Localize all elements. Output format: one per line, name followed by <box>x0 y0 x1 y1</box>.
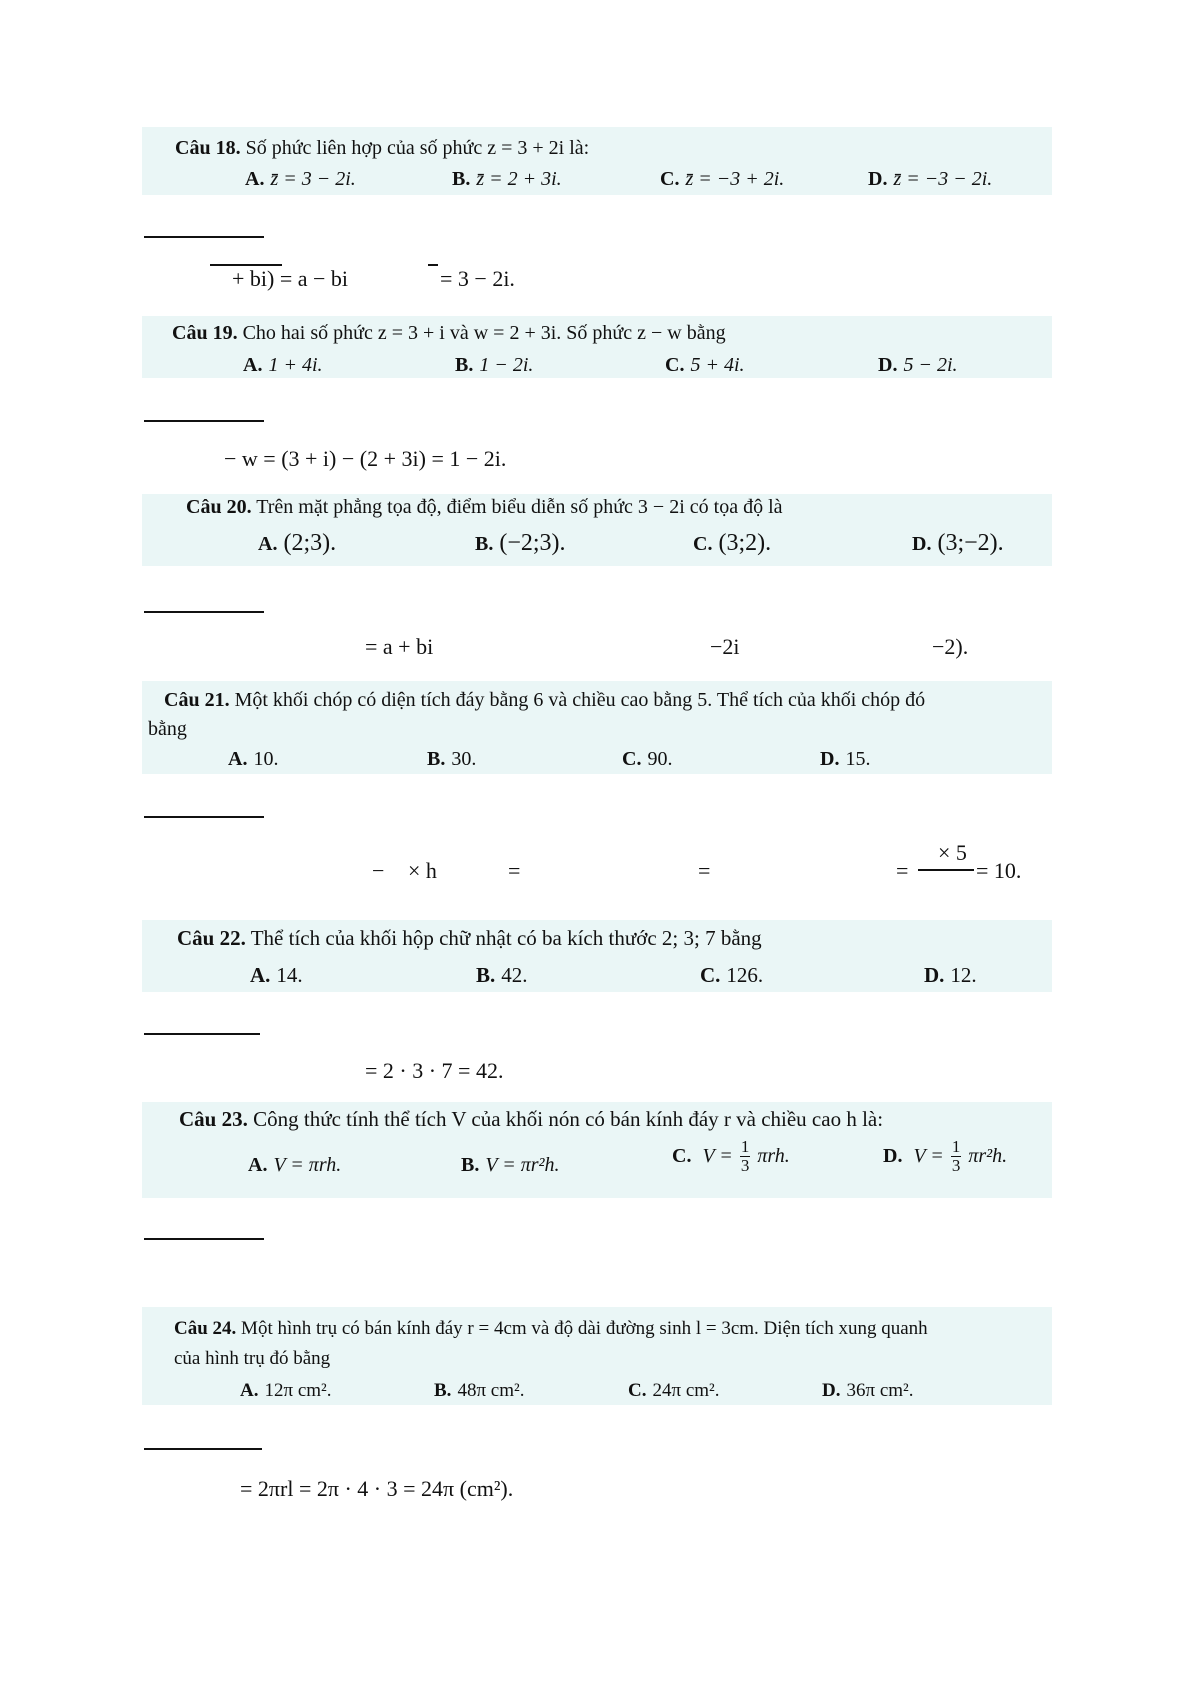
question-23-stem <box>179 1107 883 1132</box>
solution-divider <box>144 1033 260 1035</box>
fraction: $\frac{1}{3}$ <box>951 1137 961 1175</box>
solution-21-numerator: × 5 <box>938 840 967 865</box>
fraction: $\frac{1}{3}$ <box>740 1137 750 1175</box>
option-b[interactable]: B. 48π cm². <box>434 1380 525 1401</box>
option-a[interactable]: A. V = πrh. <box>248 1154 342 1176</box>
option-a[interactable]: A. 14. <box>250 963 303 987</box>
question-24-stem <box>174 1318 928 1340</box>
question-text: Số phức liên hợp của số phức z = 3 + 2i là: <box>245 137 590 159</box>
option-c[interactable]: C. V = $\frac{1}{3}$ πrh. <box>672 1137 790 1175</box>
solution-24: = 2πrl = 2π · 4 · 3 = 24π (cm²). <box>240 1476 514 1501</box>
question-20-stem <box>186 496 783 519</box>
overline <box>428 264 438 266</box>
question-24-stem-continued: của hình trụ đó bằng <box>174 1348 331 1369</box>
option-a[interactable]: A. 10. <box>228 748 279 770</box>
solution-20-part-3: −2). <box>932 634 969 659</box>
fraction-bar <box>918 869 974 871</box>
option-c[interactable]: C. 126. <box>700 963 764 987</box>
question-19-stem <box>172 322 726 345</box>
option-a[interactable]: A. 12π cm². <box>240 1380 332 1401</box>
solution-18-part-1: + bi) = a − bi <box>232 266 349 291</box>
question-label: Câu 24. <box>174 1318 237 1339</box>
question-label: Câu 22. <box>177 926 246 950</box>
solution-22: = 2 · 3 · 7 = 42. <box>365 1058 504 1083</box>
solution-divider <box>144 816 264 818</box>
solution-divider <box>144 611 264 613</box>
question-text: Trên mặt phẳng tọa độ, điểm biểu diễn số phức 3 − 2i có tọa độ là <box>256 496 783 518</box>
option-d[interactable]: D. V = $\frac{1}{3}$ πr²h. <box>883 1137 1008 1175</box>
question-label: Câu 23. <box>179 1107 248 1131</box>
option-d[interactable]: D. (3;−2). <box>912 530 1004 556</box>
solution-20-part-2: −2i <box>710 634 740 659</box>
solution-divider <box>144 1238 264 1240</box>
solution-21-part-3: = <box>508 858 521 883</box>
question-text: Cho hai số phức z = 3 + i và w = 2 + 3i. Số phức z − w bằng <box>242 322 726 344</box>
option-a[interactable]: A. (2;3). <box>258 530 337 556</box>
question-label: Câu 19. <box>172 322 238 344</box>
option-b[interactable]: B. V = πr²h. <box>461 1154 560 1176</box>
solution-21-part-6: = 10. <box>976 858 1022 883</box>
option-b[interactable]: B. (−2;3). <box>475 530 566 556</box>
option-d[interactable]: D. 15. <box>820 748 871 770</box>
option-c[interactable]: C. 24π cm². <box>628 1380 720 1401</box>
option-b[interactable]: B. 42. <box>476 963 528 987</box>
solution-21-part-1: − <box>372 858 385 883</box>
solution-19: − w = (3 + i) − (2 + 3i) = 1 − 2i. <box>224 446 507 471</box>
option-d[interactable]: D. 36π cm². <box>822 1380 914 1401</box>
option-c[interactable]: C. 5 + 4i. <box>665 354 745 376</box>
question-21-stem-continued: bằng <box>148 718 187 740</box>
question-21-stem <box>164 689 925 712</box>
solution-21-part-4: = <box>698 858 711 883</box>
option-d[interactable]: D. 5 − 2i. <box>878 354 958 376</box>
option-b[interactable]: B. 30. <box>427 748 477 770</box>
option-c[interactable]: C. 90. <box>622 748 673 770</box>
question-label: Câu 21. <box>164 689 230 711</box>
question-label: Câu 18. <box>175 137 241 159</box>
question-text: Một hình trụ có bán kính đáy r = 4cm và độ dài đường sinh l = 3cm. Diện tích xung quanh <box>241 1318 928 1339</box>
question-label: Câu 20. <box>186 496 252 518</box>
option-a[interactable]: A. 1 + 4i. <box>243 354 323 376</box>
question-text: Thể tích của khối hộp chữ nhật có ba kích thước 2; 3; 7 bằng <box>250 926 762 950</box>
solution-divider <box>144 236 264 238</box>
option-a[interactable]: A. z̄ = 3 − 2i. <box>245 168 356 190</box>
solution-18-part-2: = 3 − 2i. <box>440 266 515 291</box>
solution-20-part-1: = a + bi <box>365 634 434 659</box>
question-18-stem <box>175 137 589 160</box>
option-c[interactable]: C. z̄ = −3 + 2i. <box>660 168 785 190</box>
solution-divider <box>144 1448 262 1450</box>
solution-21-part-5: = <box>896 858 909 883</box>
question-text: Một khối chóp có diện tích đáy bằng 6 và chiều cao bằng 5. Thể tích của khối chóp đó <box>234 689 926 711</box>
option-b[interactable]: B. 1 − 2i. <box>455 354 534 376</box>
option-d[interactable]: D. 12. <box>924 963 977 987</box>
question-22-stem <box>177 926 762 951</box>
solution-divider <box>144 420 264 422</box>
solution-21-part-2: × h <box>408 858 437 883</box>
question-text: Công thức tính thể tích V của khối nón có bán kính đáy r và chiều cao h là: <box>253 1107 884 1131</box>
option-b[interactable]: B. z̄ = 2 + 3i. <box>452 168 562 190</box>
option-c[interactable]: C. (3;2). <box>693 530 772 556</box>
option-d[interactable]: D. z̄ = −3 − 2i. <box>868 168 993 190</box>
